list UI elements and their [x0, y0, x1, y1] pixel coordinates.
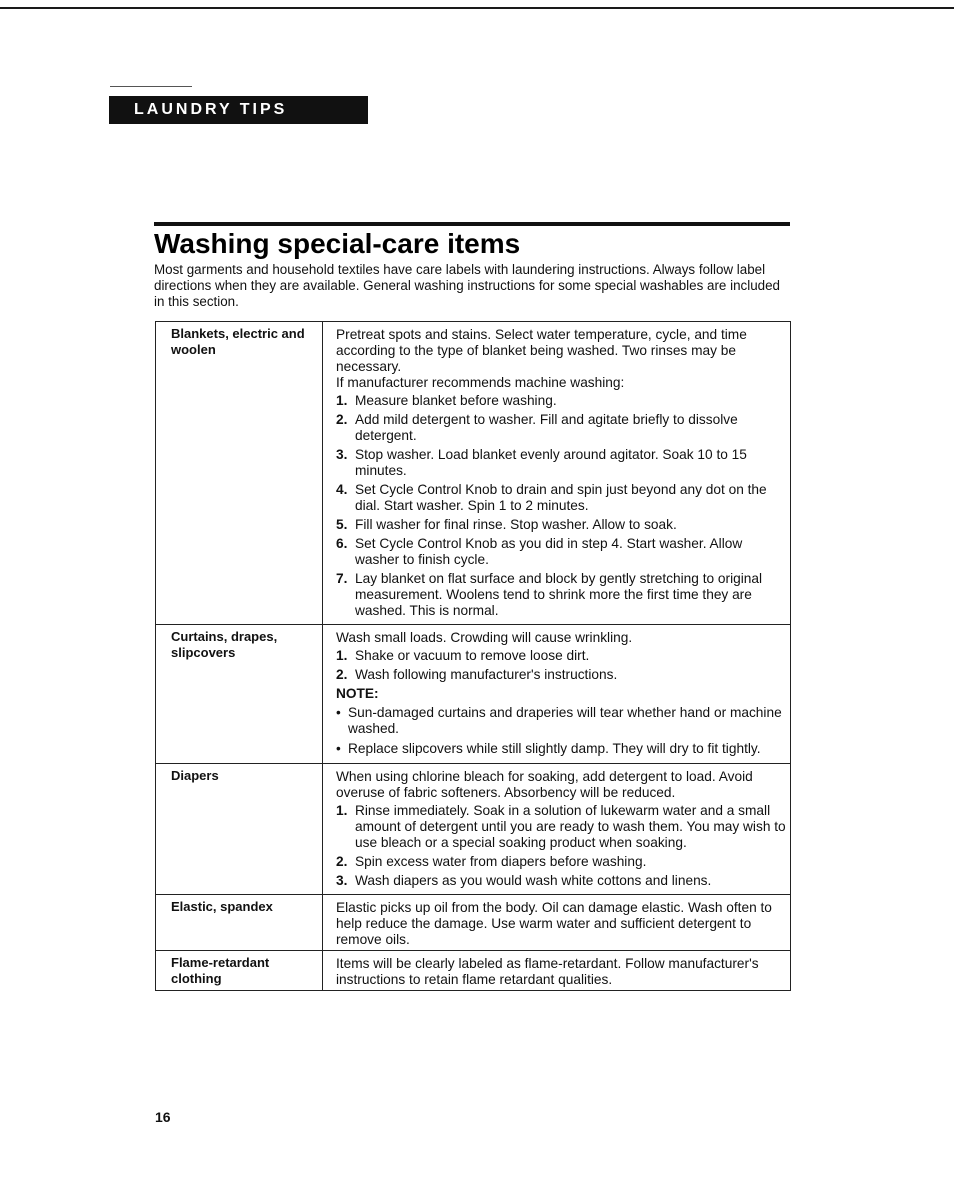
item-instructions	[323, 951, 791, 991]
step-text: Shake or vacuum to remove loose dirt.	[355, 648, 590, 663]
section-tab: LAUNDRY TIPS	[109, 96, 368, 124]
step-number: 1.	[336, 648, 348, 663]
table-row	[156, 764, 791, 895]
step-item	[336, 571, 790, 619]
step-item	[336, 648, 790, 664]
item-instructions	[323, 895, 791, 951]
instruction-text: If manufacturer recommends machine washing:	[336, 375, 625, 390]
item-instructions	[323, 764, 791, 895]
step-list	[336, 393, 790, 619]
bullet-dot-icon: •	[336, 705, 341, 720]
step-list	[336, 803, 790, 889]
item-name: Curtains, drapes, slipcovers	[156, 625, 323, 764]
step-number: 2.	[336, 412, 348, 427]
note-bullet-text: Replace slipcovers while still slightly damp. They will dry to fit tightly.	[348, 741, 761, 756]
table-row	[156, 625, 791, 764]
step-item	[336, 412, 790, 444]
item-instructions	[323, 322, 791, 625]
instruction-text: Pretreat spots and stains. Select water temperature, cycle, and time according to the type of blanket being washed. Two rinses may be necessary.	[336, 327, 747, 374]
note-bullet-text: Sun-damaged curtains and draperies will tear whether hand or machine washed.	[348, 705, 782, 736]
step-item	[336, 803, 790, 851]
table-row	[156, 322, 791, 625]
step-number: 3.	[336, 873, 348, 888]
care-table-body	[156, 322, 791, 991]
instruction-text: Items will be clearly labeled as flame-retardant. Follow manufacturer's instructions to retain flame retardant qualities.	[336, 956, 759, 987]
step-item	[336, 667, 790, 683]
item-instructions	[323, 625, 791, 764]
page-title: Washing special-care items	[154, 228, 521, 259]
table-row	[156, 951, 791, 991]
step-number: 7.	[336, 571, 348, 586]
step-text: Lay blanket on flat surface and block by gently stretching to original measurement. Woolens tend to shrink more the first time they are washed. This is normal.	[355, 571, 763, 618]
step-number: 1.	[336, 393, 348, 408]
item-name: Blankets, electric and woolen	[156, 322, 323, 625]
step-item	[336, 854, 790, 870]
table-row	[156, 895, 791, 951]
step-number: 1.	[336, 803, 348, 818]
step-number: 6.	[336, 536, 348, 551]
step-list	[336, 648, 790, 683]
step-text: Set Cycle Control Knob as you did in step 4. Start washer. Allow washer to finish cycle.	[355, 536, 743, 567]
bullet-dot-icon: •	[336, 741, 341, 756]
step-text: Stop washer. Load blanket evenly around agitator. Soak 10 to 15 minutes.	[355, 447, 747, 478]
instruction-text: Wash small loads. Crowding will cause wrinkling.	[336, 630, 633, 645]
intro-paragraph: Most garments and household textiles have care labels with laundering instructions. Always follow label directions when they are available. General washing instructions for some special washables are included in this section.	[154, 262, 780, 309]
page-number: 16	[155, 1109, 171, 1125]
step-text: Wash diapers as you would wash white cottons and linens.	[355, 873, 712, 888]
item-name: Diapers	[156, 764, 323, 895]
step-number: 2.	[336, 667, 348, 682]
step-item	[336, 393, 790, 409]
step-text: Measure blanket before washing.	[355, 393, 557, 408]
heading-rule	[154, 222, 790, 226]
section-tab-rule	[110, 86, 192, 87]
note-bullet-item	[336, 705, 790, 737]
step-item	[336, 447, 790, 479]
step-item	[336, 517, 790, 533]
step-text: Add mild detergent to washer. Fill and agitate briefly to dissolve detergent.	[355, 412, 738, 443]
item-name: Flame-retardant clothing	[156, 951, 323, 991]
note-bullet-list	[336, 705, 790, 757]
step-text: Rinse immediately. Soak in a solution of lukewarm water and a small amount of detergent until you are ready to wash them. You may wish to use bleach or a special soaking product when soaking.	[355, 803, 786, 850]
note-label: NOTE:	[336, 686, 379, 701]
step-number: 2.	[336, 854, 348, 869]
step-text: Fill washer for final rinse. Stop washer. Allow to soak.	[355, 517, 677, 532]
care-table	[155, 321, 791, 991]
step-number: 5.	[336, 517, 348, 532]
instruction-text: Elastic picks up oil from the body. Oil can damage elastic. Wash often to help reduce the damage. Use warm water and sufficient detergent to remove oils.	[336, 900, 772, 947]
instruction-text: When using chlorine bleach for soaking, add detergent to load. Avoid overuse of fabric softeners. Absorbency will be reduced.	[336, 769, 753, 800]
step-item	[336, 873, 790, 889]
step-item	[336, 482, 790, 514]
step-item	[336, 536, 790, 568]
step-number: 3.	[336, 447, 348, 462]
top-rule	[0, 7, 954, 9]
note-bullet-item	[336, 741, 790, 757]
step-text: Wash following manufacturer's instructions.	[355, 667, 618, 682]
item-name: Elastic, spandex	[156, 895, 323, 951]
step-number: 4.	[336, 482, 348, 497]
step-text: Set Cycle Control Knob to drain and spin just beyond any dot on the dial. Start washer. Spin 1 to 2 minutes.	[355, 482, 767, 513]
step-text: Spin excess water from diapers before washing.	[355, 854, 647, 869]
